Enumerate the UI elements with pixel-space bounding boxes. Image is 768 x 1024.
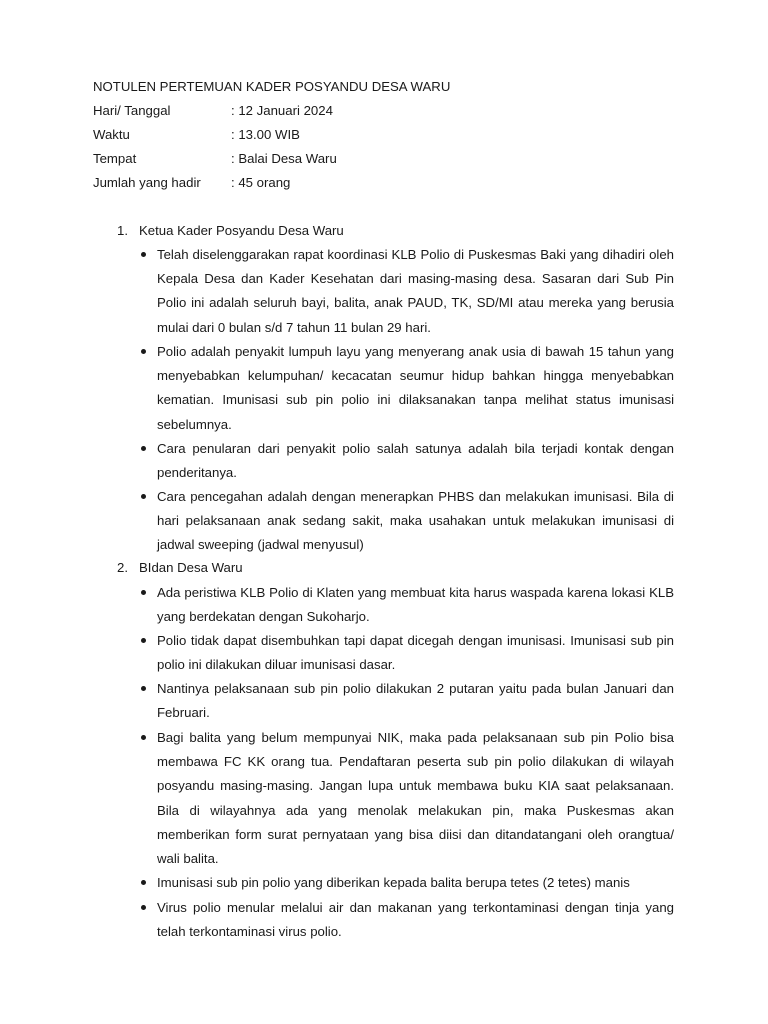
bullet-icon — [141, 252, 146, 257]
section-number: 2. — [117, 560, 128, 575]
meta-value: : 12 Januari 2024 — [231, 103, 333, 118]
bullet-icon — [141, 880, 146, 885]
meta-label: Hari/ Tanggal — [93, 103, 171, 118]
meta-label: Jumlah yang hadir — [93, 175, 201, 190]
list-item — [157, 243, 674, 340]
bullet-icon — [141, 446, 146, 451]
list-item-text: Cara pencegahan adalah dengan menerapkan PHBS dan melakukan imunisasi. Bila di hari pelaksanaan anak sedang sakit, maka usahakan untuk melakukan imunisasi di jadwal sweeping (jadwal menyusul) — [157, 489, 674, 553]
meta-value: : Balai Desa Waru — [231, 151, 337, 166]
list-item — [157, 340, 674, 437]
bullet-icon — [141, 905, 146, 910]
bullet-icon — [141, 349, 146, 354]
list-item — [157, 485, 674, 558]
document-title: NOTULEN PERTEMUAN KADER POSYANDU DESA WARU — [93, 79, 451, 94]
bullet-icon — [141, 686, 146, 691]
meta-value: : 13.00 WIB — [231, 127, 300, 142]
section-number: 1. — [117, 223, 128, 238]
list-item-text: Nantinya pelaksanaan sub pin polio dilakukan 2 putaran yaitu pada bulan Januari dan Februari. — [157, 681, 674, 721]
list-item-text: Polio tidak dapat disembuhkan tapi dapat dicegah dengan imunisasi. Imunisasi sub pin polio ini dilakukan diluar imunisasi dasar. — [157, 633, 674, 673]
list-item-text: Polio adalah penyakit lumpuh layu yang menyerang anak usia di bawah 15 tahun yang menyebabkan kelumpuhan/ kecacatan seumur hidup bahkan hingga menyebabkan kematian. Imunisasi sub pin polio ini dilaksanakan tanpa melihat status imunisasi sebelumnya. — [157, 344, 674, 432]
list-item — [157, 726, 674, 871]
list-item-text: Telah diselenggarakan rapat koordinasi KLB Polio di Puskesmas Baki yang dihadiri oleh Kepala Desa dan Kader Kesehatan dari masing-masing desa. Sasaran dari Sub Pin Polio ini adalah seluruh bayi, balita, anak PAUD, TK, SD/MI atau mereka yang berusia mulai dari 0 bulan s/d 7 tahun 11 bulan 29 hari. — [157, 247, 674, 335]
section-title: Ketua Kader Posyandu Desa Waru — [139, 223, 344, 238]
list-item — [157, 896, 674, 944]
list-item-text: Virus polio menular melalui air dan makanan yang terkontaminasi dengan tinja yang telah terkontaminasi virus polio. — [157, 900, 674, 940]
bullet-icon — [141, 494, 146, 499]
list-item-text: Ada peristiwa KLB Polio di Klaten yang membuat kita harus waspada karena lokasi KLB yang berdekatan dengan Sukoharjo. — [157, 585, 674, 625]
meta-value: : 45 orang — [231, 175, 291, 190]
list-item — [157, 581, 674, 629]
list-item-text: Bagi balita yang belum mempunyai NIK, maka pada pelaksanaan sub pin Polio bisa membawa FC KK orang tua. Pendaftaran peserta sub pin polio dilakukan di wilayah posyandu masing-masing. Jangan lupa untuk membawa buku KIA saat pelaksanaan. Bila di wilayahnya ada yang menolak melakukan pin, maka Puskesmas akan memberikan form surat pernyataan yang bisa diisi dan ditandatangani oleh orangtua/ wali balita. — [157, 730, 674, 867]
list-item-text: Imunisasi sub pin polio yang diberikan kepada balita berupa tetes (2 tetes) manis — [157, 875, 630, 890]
list-item — [157, 677, 674, 725]
bullet-icon — [141, 590, 146, 595]
meta-label: Waktu — [93, 127, 130, 142]
bullet-icon — [141, 735, 146, 740]
list-item-text: Cara penularan dari penyakit polio salah satunya adalah bila terjadi kontak dengan penderitanya. — [157, 441, 674, 481]
bullet-icon — [141, 638, 146, 643]
list-item — [157, 437, 674, 485]
list-item — [157, 871, 674, 895]
meta-label: Tempat — [93, 151, 137, 166]
list-item — [157, 629, 674, 677]
section-title: BIdan Desa Waru — [139, 560, 243, 575]
